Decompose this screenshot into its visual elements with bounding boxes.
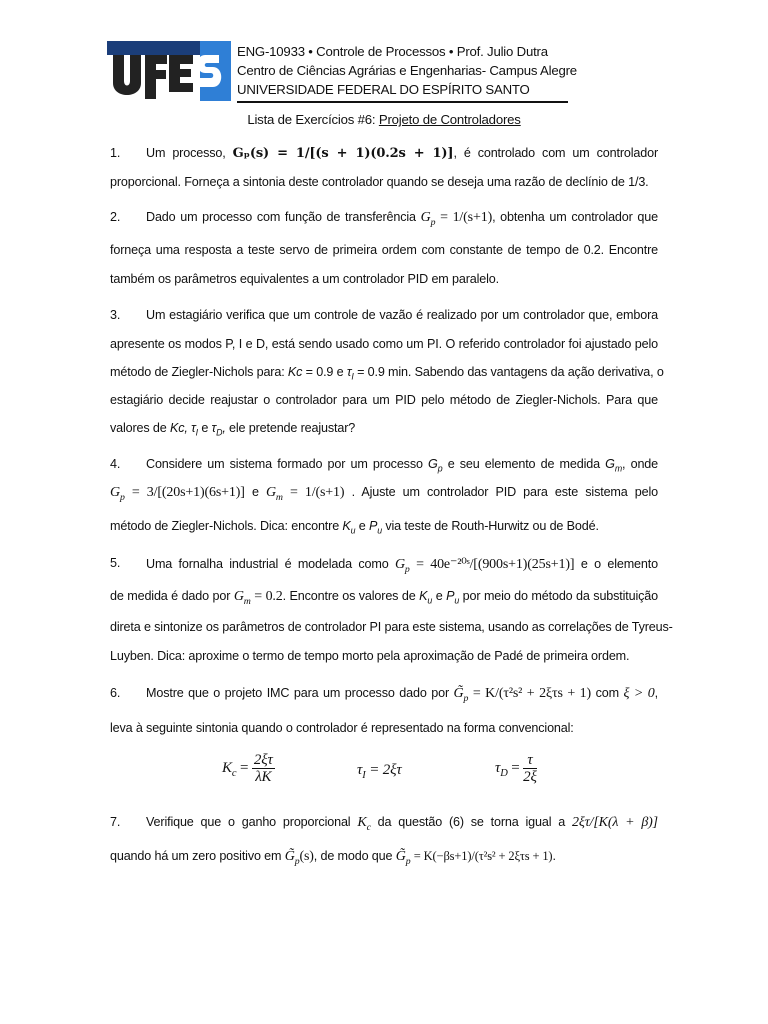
exercise-sheet: ENG-10933 • Controle de Processos • Prof. Julio Dutra Centro de Ciências Agrárias e Engenharias- Campus Alegre UNIVERSIDADE FEDERAL DO ESPÍRITO SANTO Lista de Exercícios #6: Projeto de Controladores 1. Um processo, Gₚ(s) = 1/[(s + 1)(0.2s + 1)], é controlado com um controlador proporcional. Forneça a sintonia deste controlador quando se deseja uma razão de declínio de 1/3. 2. Dado um processo com função de transferência $G_p = 1/(s+1)$, obtenha um controlador que forneça uma resposta a teste servo de primeira ordem com constante de tempo de 0.2. Encontre também os parâmetros equivalentes a um controlador PID em paralelo. 3. Um estagiário verifica que um controle de vazão é realizado por um controlador que, embora apresente os modos P, I e D, está sendo usado como um PI. O referido controlador foi ajustado pelo método de Ziegler-Nichols para: Kc = 0.9 e $\tau_I = 0.9$ min. Sabendo das vantagens da ação derivativa, o estagiário decide reajustar o controlador para um PID pelo método de Ziegler-Nichols. Para que valores de Kc, $\tau_I$ e $\tau_D$, ele pretende reajustar? 4. Considere um sistema formado por um processo $G_p$ e seu elemento de medida $G_m$, onde $G_p = 3/[(20s+1)(6s+1)]$ e $G_m = 1/(s+1)$ . Ajuste um controlador PID para este sistema pelo método de Ziegler-Nichols. Dica: encontre $K_u$ e $P_u$ via teste de Routh-Hurwitz ou de Bodé. 5. Uma fornalha industrial é modelada como $G_p$ = 40e⁻²⁰ˢ/[(900s+1)(25s+1)] e o elemento de medida é dado por $G_m = 0.2$. Encontre os valores de $K_u$ e $P_u$ por meio do método da substituição direta e sintonize os parâmetros de controlador PI para este sistema, usando as correlações de Tyreus- Luyben. Dica: aproxime o termo de tempo morto pela aproximação de Padé de primeira ordem. 6. Mostre que o projeto IMC para um processo dado por $G̃_p = K/(\tau^2s^2 + 2\xi\tau s + 1)$ com ξ > 0, leva à seguinte sintonia quando o controlador é representado na forma convencional: $K_c$ = $\frac{2\xi\tau}{\lambda K}$ $\tau_I = 2\xi\tau$ $\tau_D$ = $\frac{\tau}{2\xi}$ 7. Verifique que o ganho proporcional $K_c$ da questão (6) se torna igual a 2ξτ/[K(λ + β)] quando há um zero positivo em $G̃_p(s)$, de modo que $G̃_p = K(-\beta s+1)/(\tau^2s^2 + 2\xi\tau s + 1)$. <box>0 0 768 1024</box>
header-divider <box>237 101 568 103</box>
exercise-4-line-2: $G_p = 3/[(20s+1)(6s+1)]$ e $G_m = 1/(s+1)$ . Ajuste um controlador PID para este sistema pelo <box>110 485 658 503</box>
university-name: UNIVERSIDADE FEDERAL DO ESPÍRITO SANTO <box>237 82 530 97</box>
list-title: Lista de Exercícios #6: Projeto de Controladores <box>247 112 521 127</box>
center-name: Centro de Ciências Agrárias e Engenharias- Campus Alegre <box>237 63 577 78</box>
exercise-6-line-1: 6. Mostre que o projeto IMC para um processo dado por $G̃_p = K/(\tau^2s^2 + 2\xi\tau s + 1)$ com ξ > 0, <box>110 686 658 704</box>
kc-formula: $K_c$ = $\frac{2\xi\tau}{\lambda K}$ <box>222 752 273 785</box>
course-header <box>237 42 577 99</box>
course-name: ENG-10933 • Controle de Processos • Prof. Julio Dutra <box>237 44 548 59</box>
td-formula: $\tau_D$ = $\frac{\tau}{2\xi}$ <box>495 752 537 785</box>
exercise-7-line-1: 7. Verifique que o ganho proporcional $K_c$ da questão (6) se torna igual a 2ξτ/[K(λ + β)] <box>110 815 658 833</box>
exercise-1-line-1: 1. Um processo, Gₚ(s) = 1/[(s + 1)(0.2s + 1)], é controlado com um controlador <box>110 146 658 161</box>
transfer-function: = 1/(s+1) <box>440 210 493 225</box>
exercise-7-line-2: quando há um zero positivo em $G̃_p(s)$, de modo que $G̃_p = K(-\beta s+1)/(\tau^2s^2 + 2\xi\tau s + 1)$. <box>110 849 556 867</box>
ti-formula: $\tau_I = 2\xi\tau$ <box>357 762 402 781</box>
process-tf: = 3/[(20s+1)(6s+1)] <box>131 485 245 500</box>
list-subject: Projeto de Controladores <box>378 112 521 127</box>
second-order-tf: = K/(τ²s² + 2ξτs + 1) <box>472 686 592 701</box>
exercise-number: 1. <box>110 146 121 160</box>
sensor-tf: = 1/(s+1) <box>290 485 345 500</box>
gain-expression: 2ξτ/[K(λ + β)] <box>572 815 658 830</box>
furnace-tf: = 40e⁻²⁰ˢ/[(900s+1)(25s+1)] <box>416 557 575 572</box>
exercise-5-line-1: 5. Uma fornalha industrial é modelada como $G_p$ = 40e⁻²⁰ˢ/[(900s+1)(25s+1)] e o elemento <box>110 556 658 575</box>
ufes-logo <box>107 41 233 103</box>
zero-tf: = K(−βs+1)/(τ²s² + 2ξτs + 1) <box>413 849 553 863</box>
transfer-function: Gₚ(s) = 1/[(s + 1)(0.2s + 1)] <box>232 146 454 161</box>
